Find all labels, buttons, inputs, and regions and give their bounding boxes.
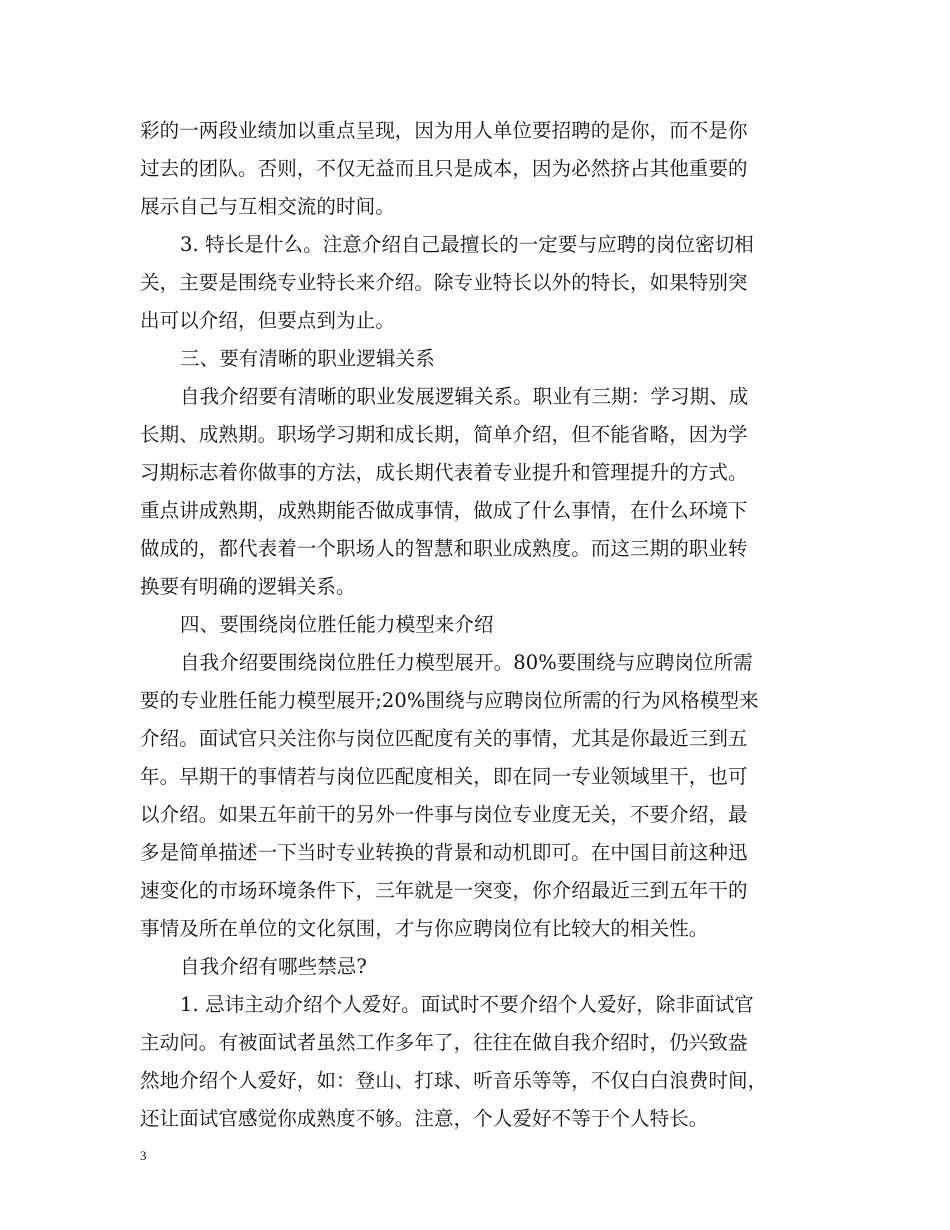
section-heading: 三、要有清晰的职业逻辑关系 bbox=[180, 347, 435, 370]
text-line: 年。早期干的事情若与岗位匹配度相关，即在同一专业领域里干，也可 bbox=[140, 765, 748, 788]
body-text bbox=[140, 112, 816, 1138]
text-line: 习期标志着你做事的方法，成长期代表着专业提升和管理提升的方式。 bbox=[140, 461, 748, 484]
text-line: 自我介绍要有清晰的职业发展逻辑关系。职业有三期：学习期、成 bbox=[180, 385, 749, 408]
text-line: 事情及所在单位的文化氛围，才与你应聘岗位有比较大的相关性。 bbox=[140, 917, 709, 940]
text-line: 速变化的市场环境条件下，三年就是一突变，你介绍最近三到五年干的 bbox=[140, 879, 748, 902]
text-line: 长期、成熟期。职场学习期和成长期，简单介绍，但不能省略，因为学 bbox=[140, 423, 748, 446]
text-line: 主动问。有被面试者虽然工作多年了，往往在做自我介绍时，仍兴致盎 bbox=[140, 1031, 748, 1054]
text-line: 多是简单描述一下当时专业转换的背景和动机即可。在中国目前这种迅 bbox=[140, 841, 748, 864]
text-line: 重点讲成熟期，成熟期能否做成事情，做成了什么事情，在什么环境下 bbox=[140, 499, 748, 522]
text-line: 还让面试官感觉你成熟度不够。注意，个人爱好不等于个人特长。 bbox=[140, 1107, 709, 1130]
text-line: 换要有明确的逻辑关系。 bbox=[140, 575, 356, 598]
text-line: 出可以介绍，但要点到为止。 bbox=[140, 309, 395, 332]
text-line: 关，主要是围绕专业特长来介绍。除专业特长以外的特长，如果特别突 bbox=[140, 271, 748, 294]
text-line: 3. 特长是什么。注意介绍自己最擅长的一定要与应聘的岗位密切相 bbox=[180, 233, 754, 256]
text-line: 1. 忌讳主动介绍个人爱好。面试时不要介绍个人爱好，除非面试官 bbox=[180, 993, 754, 1016]
text-line: 过去的团队。否则，不仅无益而且只是成本，因为必然挤占其他重要的 bbox=[140, 157, 748, 180]
text-line: 做成的，都代表着一个职场人的智慧和职业成熟度。而这三期的职业转 bbox=[140, 537, 748, 560]
section-heading: 自我介绍有哪些禁忌? bbox=[180, 955, 367, 978]
text-line: 然地介绍个人爱好，如：登山、打球、听音乐等等，不仅白白浪费时间， bbox=[140, 1069, 768, 1092]
text-line: 以介绍。如果五年前干的另外一件事与岗位专业度无关，不要介绍，最 bbox=[140, 803, 748, 826]
text-line: 自我介绍要围绕岗位胜任力模型展开。80%要围绕与应聘岗位所需 bbox=[180, 651, 753, 674]
text-line: 要的专业胜任能力模型展开;20%围绕与应聘岗位所需的行为风格模型来 bbox=[140, 689, 759, 712]
section-heading: 四、要围绕岗位胜任能力模型来介绍 bbox=[180, 613, 494, 636]
text-line: 介绍。面试官只关注你与岗位匹配度有关的事情，尤其是你最近三到五 bbox=[140, 727, 748, 750]
page-number: 3 bbox=[140, 1148, 147, 1163]
text-line: 彩的一两段业绩加以重点呈现，因为用人单位要招聘的是你，而不是你 bbox=[140, 119, 748, 142]
text-line: 展示自己与互相交流的时间。 bbox=[140, 195, 395, 218]
